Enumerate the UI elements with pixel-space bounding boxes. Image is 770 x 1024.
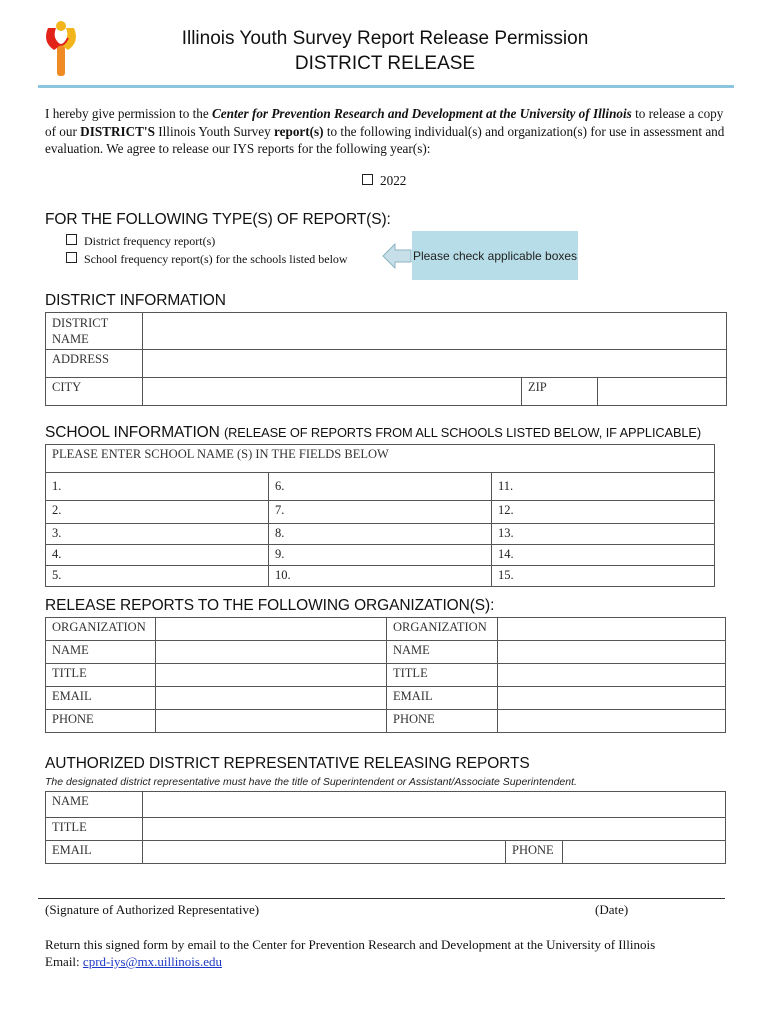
organizations-table xyxy=(45,617,726,733)
org2-organization-field[interactable] xyxy=(498,618,726,641)
report-types-heading: FOR THE FOLLOWING TYPE(S) OF REPORT(S): xyxy=(45,211,391,228)
school-info-heading xyxy=(45,424,701,442)
district-report-option[interactable] xyxy=(66,234,215,249)
school-report-label: School frequency report(s) for the schools listed below xyxy=(84,252,348,266)
school-field[interactable]: 10. xyxy=(269,566,492,587)
intro-text: to the following individual(s) and organization(s) for use in assessment and evaluation. We agree to release our IYS reports for the following year(s): xyxy=(45,123,725,156)
intro-reports-word: report(s) xyxy=(274,123,324,139)
school-field[interactable]: 4. xyxy=(46,545,269,566)
org2-phone-field[interactable] xyxy=(498,710,726,733)
org2-title-field[interactable] xyxy=(498,664,726,687)
zip-label: ZIP xyxy=(522,378,598,406)
check-boxes-note: Please check applicable boxes xyxy=(412,231,578,280)
rep-phone-field[interactable] xyxy=(563,841,726,864)
rep-email-label: EMAIL xyxy=(46,841,143,864)
intro-org-name: Center for Prevention Research and Development at the University of Illinois xyxy=(212,106,632,121)
school-info-table xyxy=(45,444,715,587)
school-field[interactable]: 14. xyxy=(492,545,715,566)
return-instructions xyxy=(45,936,745,970)
school-field[interactable]: 15. xyxy=(492,566,715,587)
rep-name-field[interactable] xyxy=(143,792,726,818)
school-field[interactable]: 2. xyxy=(46,501,269,524)
city-field[interactable] xyxy=(143,378,522,406)
school-field[interactable]: 13. xyxy=(492,524,715,545)
org2-name-field[interactable] xyxy=(498,641,726,664)
rep-title-field[interactable] xyxy=(143,818,726,841)
school-report-option[interactable] xyxy=(66,252,348,267)
org1-organization-field[interactable] xyxy=(156,618,387,641)
school-field[interactable]: 8. xyxy=(269,524,492,545)
intro-text: I hereby give permission to the xyxy=(45,106,213,121)
rep-title-label: TITLE xyxy=(46,818,143,841)
rep-phone-label: PHONE xyxy=(506,841,563,864)
org1-email-field[interactable] xyxy=(156,687,387,710)
school-field[interactable]: 1. xyxy=(46,473,269,501)
org2-name-label: NAME xyxy=(387,641,498,664)
school-info-title: SCHOOL INFORMATION xyxy=(45,424,220,441)
district-name-label: DISTRICT NAME xyxy=(46,313,143,350)
return-text: Return this signed form by email to the Center for Prevention Research and Development at the University of Illinois xyxy=(45,937,656,952)
org1-name-label: NAME xyxy=(46,641,156,664)
year-checkbox[interactable] xyxy=(362,174,373,185)
school-field[interactable]: 7. xyxy=(269,501,492,524)
email-line xyxy=(45,953,745,970)
arrow-left-icon xyxy=(381,240,413,272)
school-field[interactable]: 12. xyxy=(492,501,715,524)
rep-email-field[interactable] xyxy=(143,841,506,864)
school-report-checkbox[interactable] xyxy=(66,252,77,263)
org1-phone-label: PHONE xyxy=(46,710,156,733)
org1-title-field[interactable] xyxy=(156,664,387,687)
school-field[interactable]: 3. xyxy=(46,524,269,545)
org1-name-field[interactable] xyxy=(156,641,387,664)
school-field[interactable]: 11. xyxy=(492,473,715,501)
address-field[interactable] xyxy=(143,350,727,378)
org2-organization-label: ORGANIZATION xyxy=(387,618,498,641)
school-field[interactable]: 6. xyxy=(269,473,492,501)
signature-label: (Signature of Authorized Representative) xyxy=(45,902,260,917)
district-name-field[interactable] xyxy=(143,313,727,350)
org2-phone-label: PHONE xyxy=(387,710,498,733)
address-label: ADDRESS xyxy=(46,350,143,378)
intro-paragraph xyxy=(45,105,735,158)
header-divider xyxy=(38,85,734,88)
org1-phone-field[interactable] xyxy=(156,710,387,733)
email-link[interactable]: cprd-iys@mx.uillinois.edu xyxy=(82,954,222,969)
intro-district-word: DISTRICT'S xyxy=(80,123,155,139)
authorized-rep-heading: AUTHORIZED DISTRICT REPRESENTATIVE RELEASING REPORTS xyxy=(45,755,530,772)
organizations-heading: RELEASE REPORTS TO THE FOLLOWING ORGANIZATION(S): xyxy=(45,597,495,614)
school-field[interactable]: 5. xyxy=(46,566,269,587)
city-label: CITY xyxy=(46,378,143,406)
org2-email-label: EMAIL xyxy=(387,687,498,710)
school-info-subtitle: (RELEASE OF REPORTS FROM ALL SCHOOLS LISTED BELOW, IF APPLICABLE) xyxy=(223,425,702,440)
intro-text: to release a copy of our xyxy=(45,106,724,139)
org2-title-label: TITLE xyxy=(387,664,498,687)
page-title: Illinois Youth Survey Report Release Permission xyxy=(181,28,589,49)
email-prefix: Email: xyxy=(45,954,83,969)
school-field[interactable]: 9. xyxy=(269,545,492,566)
district-report-checkbox[interactable] xyxy=(66,234,77,245)
year-label: 2022 xyxy=(380,173,407,188)
school-instruction: PLEASE ENTER SCHOOL NAME (S) IN THE FIELDS BELOW xyxy=(46,445,715,473)
signature-line[interactable] xyxy=(38,898,725,899)
date-label: (Date) xyxy=(595,902,629,917)
org1-title-label: TITLE xyxy=(46,664,156,687)
district-report-label: District frequency report(s) xyxy=(84,234,216,248)
authorized-rep-note: The designated district representative must have the title of Superintendent or Assistant/Associate Superintendent. xyxy=(45,776,577,788)
zip-field[interactable] xyxy=(598,378,727,406)
page-subtitle: DISTRICT RELEASE xyxy=(294,53,476,74)
org1-organization-label: ORGANIZATION xyxy=(46,618,156,641)
district-info-table xyxy=(45,312,727,406)
org1-email-label: EMAIL xyxy=(46,687,156,710)
intro-text: Illinois Youth Survey xyxy=(154,123,275,139)
rep-name-label: NAME xyxy=(46,792,143,818)
authorized-rep-table xyxy=(45,791,726,864)
org2-email-field[interactable] xyxy=(498,687,726,710)
year-option[interactable] xyxy=(362,173,406,189)
district-info-heading: DISTRICT INFORMATION xyxy=(45,292,226,309)
